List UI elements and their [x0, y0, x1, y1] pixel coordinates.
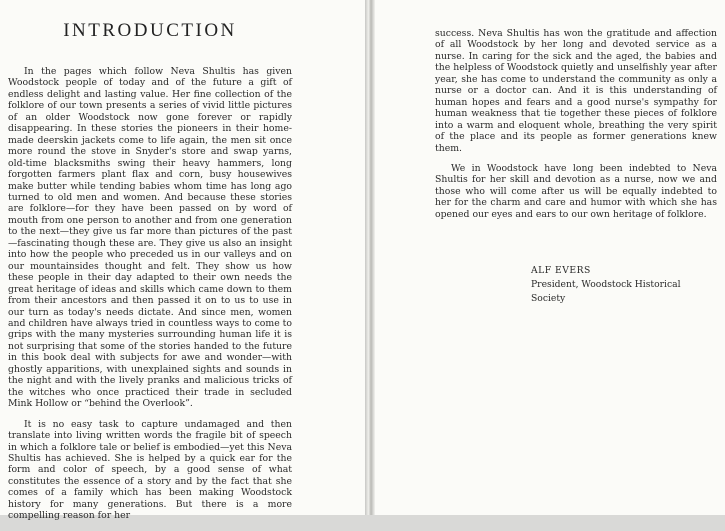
left-page-text-block: [8, 20, 292, 531]
page-title: INTRODUCTION: [63, 20, 237, 41]
left-page: [0, 0, 365, 522]
paragraph-continued: success. Neva Shultis has won the gratitude and affection of all Woodstock by her long and devoted service as a nurse. In caring for the sick and the aged, the babies and the helpless of Woodstock quietly and unselfishly year after year, she has come to understand the community as only a nurse or a doctor can. And it is this understanding of human hopes and fears and a good nurse's sympathy for human weakness that tie together these pieces of folklore into a warm and eloquent whole, breathing the very spirit of the place and its people as former generations knew them.: [435, 28, 717, 154]
paragraph: It is no easy task to capture undamaged and then translate into living written words the fragile bit of speech in which a folklore tale or belief is embodied—yet this Neva Shultis has achieved. She is helped by a quick ear for the form and color of speech, by a good sense of what constitutes the essence of a story and by the fact that she comes of a family which has been making Woodstock history for many generations. But there is a more compelling reason for her: [8, 418, 292, 522]
signature-block: [531, 264, 717, 306]
right-page: [375, 0, 725, 515]
signature-title: President, Woodstock Historical Society: [531, 279, 681, 305]
signature-name: ALF EVERS: [531, 265, 591, 277]
paragraph: In the pages which follow Neva Shultis has given Woodstock people of today and of the future a gift of endless delight and lasting value. Her fine collection of the folklore of our town presents a series of vivid little pictures of an older Woodstock now gone forever or rapidly disappearing. In these stories the pioneers in their home-made deerskin jackets come to life again, the men sit once more round the stove in Snyder's store and swap yarns, old-time blacksmiths swing their heavy hammers, long forgotten farmers plant flax and corn, busy housewives make butter while tending babies whom time has long ago turned to old men and women. And because these stories are folklore—for they have been passed on by word of mouth from one person to another and from one generation to the next—they give us far more than pictures of the past—fascinating though these are. They give us also an insight into how the people who preceded us in our valleys and on our mountainsides thought and felt. They show us how these people in their day adapted to their own needs the great heritage of ideas and skills which came down to them from their ancestors and then passed it on to us to use in our turn as today's needs dictate. And since men, women and children have always tried in countless ways to come to grips with the many mysteries surrounding human life it is not surprising that some of the stories handed to the future in this book deal with subjects for awe and wonder—with ghostly apparitions, with unexplained sights and sounds in the night and with the lively pranks and malicious tricks of the witches who once practiced their trade in secluded Mink Hollow or “behind the Overlook”.: [8, 66, 292, 410]
paragraph: We in Woodstock have long been indebted to Neva Shultis for her skill and devotion as a nurse, now we and those who will come after us will be equally indebted to her for the charm and care and humor with which she has opened our eyes and ears to our own heritage of folklore.: [435, 162, 717, 220]
book-gutter: [365, 0, 375, 515]
right-page-text-block: [435, 28, 717, 306]
